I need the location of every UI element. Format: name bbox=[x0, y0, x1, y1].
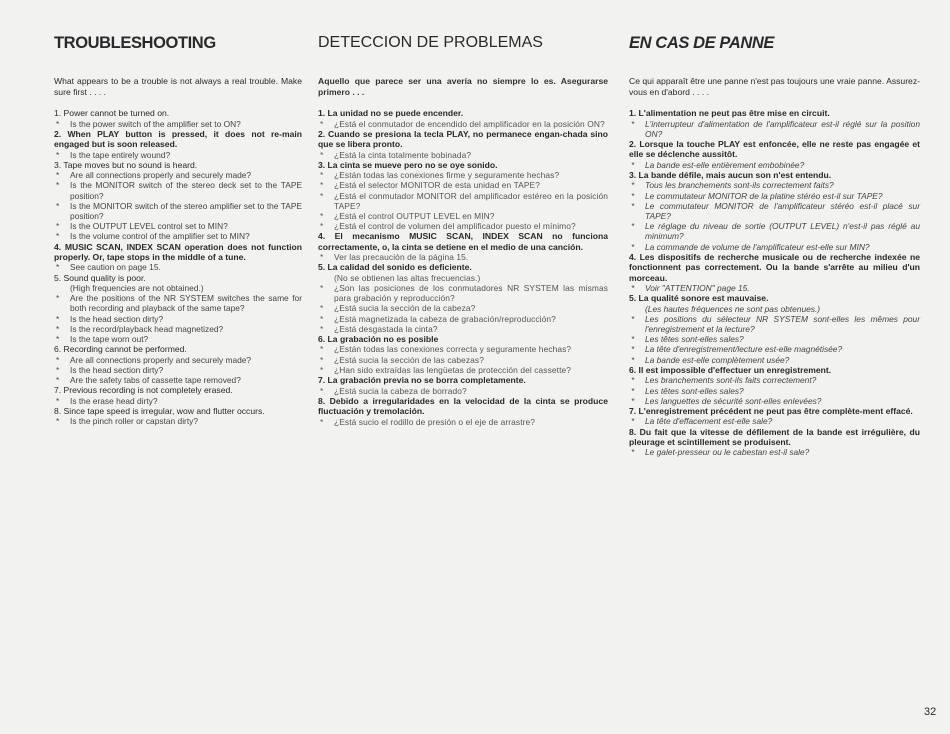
check-item: * Is the volume control of the amplifier set to MIN? bbox=[54, 231, 302, 241]
problem-heading: 7. L'enregistrement précédent ne peut pas être complète-ment effacé. bbox=[629, 405, 913, 416]
problem-heading: 7. La grabación previa no se borra completamente. bbox=[318, 375, 526, 386]
check-item: * ¿Han sido extraídas las lengüetas de protección del cassette? bbox=[318, 365, 608, 375]
check-item: * Les têtes sont-elles sales? bbox=[629, 334, 920, 344]
check-item: * Is the head section dirty? bbox=[54, 314, 302, 324]
problem-heading: 7. Previous recording is not completely erased. bbox=[54, 385, 233, 396]
problem-heading: 6. La grabación no es posible bbox=[318, 334, 439, 345]
check-item: * Les positions du sélecteur NR SYSTEM sont-elles les mêmes pour l'enregistrement et la lecture? bbox=[629, 314, 920, 334]
problem-heading: 4. El mecanismo MUSIC SCAN, INDEX SCAN no funciona correctamente, o, la cinta se detiene en el medio de una canción. bbox=[318, 231, 608, 252]
problem-item bbox=[629, 108, 920, 139]
problem-heading: 2. Cuando se presiona la tecla PLAY, no permanece engan-chada sino que se libera pronto. bbox=[318, 128, 608, 150]
problem-heading: 5. La qualité sonore est mauvaise. bbox=[629, 293, 769, 304]
check-item: * Tous les branchements sont-ils correctement faits? bbox=[629, 180, 920, 190]
check-item: * ¿Está magnetizada la cabeza de grabación/reproducción? bbox=[318, 314, 608, 324]
check-item: * ¿Está el control OUTPUT LEVEL en MIN? bbox=[318, 211, 608, 221]
problem-heading: 8. Du fait que la vitesse de défilement de la bande est irrégulière, du pleurage et scintillement se produisent. bbox=[629, 426, 920, 447]
check-item: * Le commutateur MONITOR de l'amplificateur stéréo est-il placé sur TAPE? bbox=[629, 201, 920, 221]
problem-item bbox=[318, 129, 608, 160]
check-item: * ¿Están todas las conexiones firme y seguramente hechas? bbox=[318, 170, 608, 180]
problem-item bbox=[318, 396, 608, 427]
problem-item bbox=[629, 365, 920, 406]
check-item: * La bande est-elle complètement usée? bbox=[629, 355, 920, 365]
check-item: * La tête d'enregistrement/lecture est-elle magnétisée? bbox=[629, 344, 920, 354]
problem-heading: 6. Il est impossible d'effectuer un enregistrement. bbox=[629, 364, 832, 375]
problem-item bbox=[54, 108, 302, 129]
problem-item bbox=[54, 129, 302, 160]
check-item: * Is the power switch of the amplifier set to ON? bbox=[54, 119, 302, 129]
spanish-intro: Aquello que parece ser una avería no siempre lo es. Asegurarse primero . . . bbox=[318, 76, 608, 97]
check-item: * Le galet-presseur ou le cabestan est-il sale? bbox=[629, 447, 920, 457]
problem-heading: 8. Since tape speed is irregular, wow and flutter occurs. bbox=[54, 405, 265, 416]
english-intro: What appears to be a trouble is not always a real trouble. Make sure first . . . . bbox=[54, 76, 302, 97]
problem-heading: 4. Les dispositifs de recherche musicale ou de recherche indexée ne fonctionnent pas correctement. Ou la bande s'arrête au milieu d'un morceau. bbox=[629, 251, 920, 283]
check-item: * ¿Están todas las conexiones correcta y seguramente hechas? bbox=[318, 344, 608, 354]
problem-item bbox=[318, 231, 608, 262]
check-item: * Is the head section dirty? bbox=[54, 365, 302, 375]
check-item: * Les têtes sont-elles sales? bbox=[629, 386, 920, 396]
check-item: * ¿Está la cinta totalmente bobinada? bbox=[318, 150, 608, 160]
check-item: * La bande est-elle entièrement embobinée? bbox=[629, 160, 920, 170]
problem-item bbox=[629, 293, 920, 365]
check-item: * Are the safety tabs of cassette tape removed? bbox=[54, 375, 302, 385]
check-item: * Are all connections properly and securely made? bbox=[54, 355, 302, 365]
page-number: 32 bbox=[924, 706, 937, 718]
problem-heading: 1. La unidad no se puede encender. bbox=[318, 108, 464, 119]
problem-heading: 8. Debido a irregularidades en la velocidad de la cinta se produce fluctuación y tremolación. bbox=[318, 395, 608, 417]
check-item: * ¿Está el selector MONITOR de esta unidad en TAPE? bbox=[318, 180, 608, 190]
problem-heading: 1. L'alimentation ne peut pas être mise en circuit. bbox=[629, 108, 830, 119]
check-item: * Is the tape worn out? bbox=[54, 334, 302, 344]
spanish-problem-list bbox=[318, 108, 608, 427]
problem-heading: 2. Lorsque la touche PLAY est enfoncée, elle ne reste pas engagée et elle se déclenche aussitôt. bbox=[629, 139, 920, 160]
problem-heading: 4. MUSIC SCAN, INDEX SCAN operation does not function properly. Or, tape stops in the middle of a tune. bbox=[54, 241, 302, 263]
problem-item bbox=[629, 139, 920, 170]
check-item: * See caution on page 15. bbox=[54, 262, 302, 272]
problem-heading: 3. La bande défile, mais aucun son n'est entendu. bbox=[629, 170, 832, 181]
spanish-column bbox=[318, 34, 608, 427]
check-item: * ¿Está el conmutador de encendido del amplificador en la posición ON? bbox=[318, 119, 608, 129]
french-problem-list bbox=[629, 108, 920, 457]
problem-heading: 1. Power cannot be turned on. bbox=[54, 108, 170, 119]
french-intro: Ce qui apparaît être une panne n'est pas toujours une vraie panne. Assurez-vous en d'abord . . . . bbox=[629, 76, 920, 97]
problem-heading: 3. La cinta se mueve pero no se oye sonido. bbox=[318, 159, 498, 170]
problem-heading: 2. When PLAY button is pressed, it does not re-main engaged but is soon released. bbox=[54, 128, 302, 150]
check-item: * ¿Está sucia la sección de las cabezas? bbox=[318, 355, 608, 365]
check-item: * ¿Está sucio el rodillo de presión o el eje de arrastre? bbox=[318, 417, 608, 427]
check-item: (Les hautes fréquences ne sont pas obtenues.) bbox=[645, 303, 821, 314]
problem-item bbox=[318, 334, 608, 375]
problem-heading: 6. Recording cannot be performed. bbox=[54, 344, 187, 355]
check-item: * Le commutateur MONITOR de la platine stéréo est-il sur TAPE? bbox=[629, 191, 920, 201]
check-item: * Is the MONITOR switch of the stereo deck set to the TAPE position? bbox=[54, 180, 302, 200]
spanish-title: DETECCION DE PROBLEMAS bbox=[318, 34, 543, 51]
problem-heading: 3. Tape moves but no sound is heard. bbox=[54, 159, 198, 170]
check-item: * Le réglage du niveau de sortie (OUTPUT LEVEL) n'est-il pas réglé au minimum? bbox=[629, 221, 920, 241]
english-title: TROUBLESHOOTING bbox=[54, 34, 216, 52]
check-item: * La tête d'effacement est-elle sale? bbox=[629, 416, 920, 426]
check-item: * Is the pinch roller or capstan dirty? bbox=[54, 416, 302, 426]
problem-item bbox=[629, 170, 920, 252]
problem-heading: 5. Sound quality is poor. bbox=[54, 272, 146, 283]
check-item: * ¿Está desgastada la cinta? bbox=[318, 324, 608, 334]
french-title: EN CAS DE PANNE bbox=[629, 34, 774, 52]
problem-item bbox=[318, 375, 608, 396]
check-item: * Is the OUTPUT LEVEL control set to MIN? bbox=[54, 221, 302, 231]
check-item: * ¿Está el conmutador MONITOR del amplificador estéreo en la posición TAPE? bbox=[318, 191, 608, 211]
problem-item bbox=[629, 252, 920, 293]
check-item: * ¿Está sucia la cabeza de borrado? bbox=[318, 386, 608, 396]
check-item: * Is the tape entirely wound? bbox=[54, 150, 302, 160]
check-item: * L'interrupteur d'alimentation de l'amplificateur est-il réglé sur la position ON? bbox=[629, 119, 920, 139]
check-item: * ¿Son las posiciones de los conmutadores NR SYSTEM las mismas para grabación y reproducción? bbox=[318, 283, 608, 303]
check-item: * Is the erase head dirty? bbox=[54, 396, 302, 406]
check-item: * Is the MONITOR switch of the stereo amplifier set to the TAPE position? bbox=[54, 201, 302, 221]
problem-item bbox=[318, 108, 608, 129]
problem-item bbox=[54, 344, 302, 385]
check-item: * Ver las precaución de la página 15. bbox=[318, 252, 608, 262]
french-column bbox=[629, 34, 920, 458]
problem-item bbox=[54, 406, 302, 427]
check-item: * Les branchements sont-ils faits correctement? bbox=[629, 375, 920, 385]
check-item: * Are all connections properly and securely made? bbox=[54, 170, 302, 180]
problem-heading: 5. La calidad del sonido es deficiente. bbox=[318, 262, 472, 273]
english-problem-list bbox=[54, 108, 302, 426]
problem-item bbox=[318, 160, 608, 232]
check-item: * ¿Está el control de volumen del amplificador puesto el mínimo? bbox=[318, 221, 608, 231]
problem-item bbox=[54, 242, 302, 273]
check-item: * ¿Está sucia la sección de la cabeza? bbox=[318, 303, 608, 313]
check-item: * Les languettes de sécurité sont-elles enlevées? bbox=[629, 396, 920, 406]
problem-item bbox=[54, 160, 302, 242]
problem-item bbox=[54, 385, 302, 406]
problem-item bbox=[318, 262, 608, 334]
check-item: (High frequencies are not obtained.) bbox=[70, 283, 204, 294]
problem-item bbox=[629, 427, 920, 458]
check-item: (No se obtienen las altas frecuencias.) bbox=[334, 272, 481, 283]
check-item: * La commande de volume de l'amplificateur est-elle sur MIN? bbox=[629, 242, 920, 252]
check-item: * Are the positions of the NR SYSTEM switches the same for both recording and playback of the same tape? bbox=[54, 293, 302, 313]
problem-item bbox=[629, 406, 920, 427]
problem-item bbox=[54, 273, 302, 345]
check-item: * Is the record/playback head magnetized? bbox=[54, 324, 302, 334]
english-column bbox=[54, 34, 302, 427]
check-item: * Voir "ATTENTION" page 15. bbox=[629, 283, 920, 293]
